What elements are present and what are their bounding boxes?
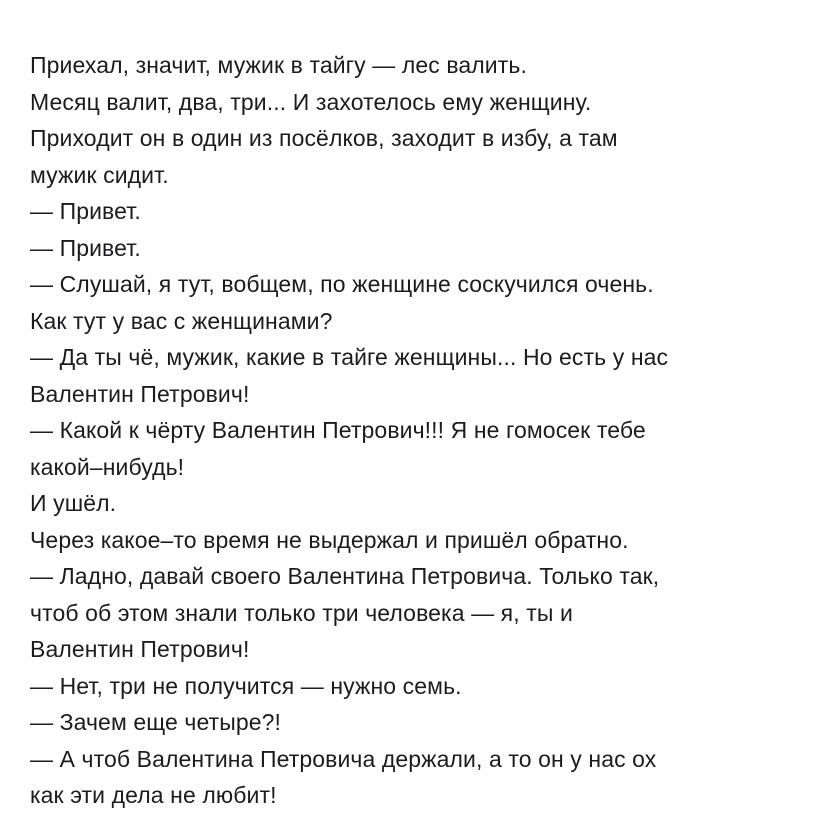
text-line: Валентин Петрович! bbox=[30, 380, 250, 407]
text-line: чтоб об этом знали только три человека — я, ты и bbox=[30, 599, 573, 626]
text-line: — Нет, три не получится — нужно семь. bbox=[30, 672, 462, 699]
text-line: Месяц валит, два, три... И захотелось ему женщину. bbox=[30, 88, 592, 115]
text-line: И ушёл. bbox=[30, 490, 117, 516]
text-line: — Ладно, давай своего Валентина Петровича. Только так, bbox=[30, 563, 660, 589]
text-line: — Да ты чё, мужик, какие в тайге женщины... Но есть у нас bbox=[30, 344, 669, 370]
text-line: как эти дела не любит! bbox=[30, 782, 277, 808]
text-line: — Слушай, я тут, вобщем, по женщине соскучился очень. bbox=[30, 271, 654, 297]
text-line: Валентин Петрович! bbox=[30, 636, 250, 662]
text-line: мужик сидит. bbox=[30, 161, 169, 188]
text-line: — Привет. bbox=[30, 234, 141, 261]
text-line: — А чтоб Валентина Петровича держали, а то он у нас ох bbox=[30, 745, 657, 772]
text-line: — Зачем еще четыре?! bbox=[30, 709, 282, 735]
text-line: — Привет. bbox=[30, 198, 141, 224]
text-line: Приехал, значит, мужик в тайгу — лес валить. bbox=[30, 52, 527, 78]
text-line: Через какое–то время не выдержал и пришёл обратно. bbox=[30, 526, 629, 553]
text-line: Как тут у вас с женщинами? bbox=[30, 307, 333, 334]
text-line: какой–нибудь! bbox=[30, 453, 185, 480]
text-line: — Какой к чёрту Валентин Петрович!!! Я не гомосек тебе bbox=[30, 417, 646, 443]
post-text bbox=[30, 47, 810, 814]
text-line: Приходит он в один из посёлков, заходит в избу, а там bbox=[30, 125, 618, 151]
